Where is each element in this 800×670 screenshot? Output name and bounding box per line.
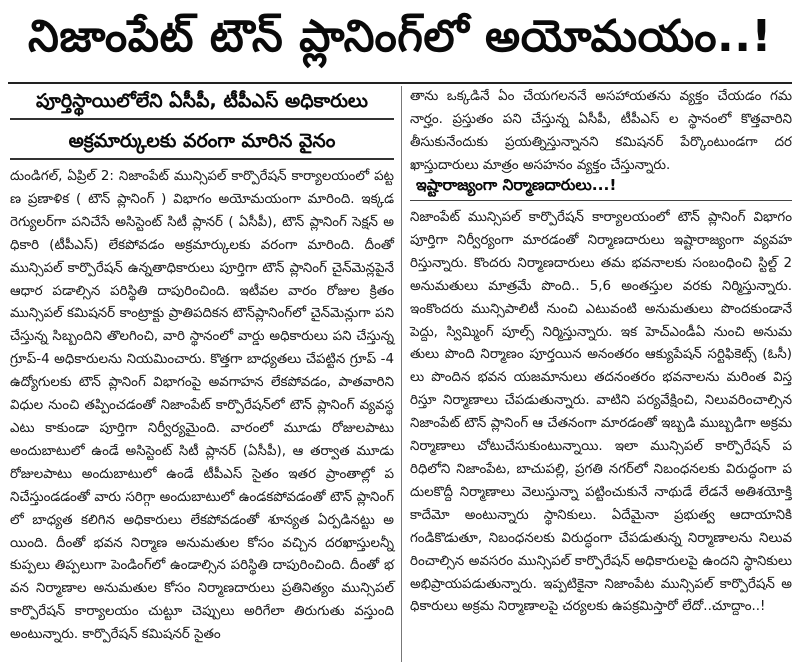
article-body-right-intro: తాను ఒక్కడినే ఏం చేయగలననే అసహాయతను వ్యక్తం చేయడం గమనార్హం. ప్రస్తుతం పని చేస్తున్న ఏసీపీ, టీపీఎస్ ల స్థానంలో కొత్తవారిని తీసుకునేందుకు ప్రయత్నిస్తున్నానని కమిషనర్ పేర్కొంటుండగా దరఖాస్తుదారులు మాత్రం అసహనం వ్యక్తం చేస్తున్నారు. — [410, 89, 792, 173]
section-heading: ఇష్టారాజ్యంగా నిర్మాణదారులు...! — [416, 176, 617, 194]
subhead-rule — [10, 118, 394, 120]
subhead-primary: పూర్తిస్థాయిలోలేని ఏసీపీ, టీపీఎస్ అధికారులు — [36, 90, 368, 112]
column-divider — [401, 86, 402, 662]
headline-rule — [8, 82, 792, 84]
article-body-right: నిజాంపేట్ మున్సిపల్ కార్పొరేషన్ కార్యాలయంలో టౌన్ ప్లానింగ్ విభాగం పూర్తిగా నిర్వీర్యంగా మారడంతో నిర్మాణదారులు ఇష్టారాజ్యంగా వ్యవహరిస్తున్నారు. కొందరు నిర్మాణదారులు తమ భవనాలకు సంబంధించి స్టిల్ట్ 2 అనుమతులు మాత్రమే పొంది.. 5,6 అంతస్తుల వరకు నిర్మిస్తున్నారు. ఇంకొందరు మున్సిపాలిటీ నుంచి ఎటువంటి అనుమతులు పొందకుండానే పెద్దు, స్విమ్మింగ్ పూల్స్ నిర్మిస్తున్నారు. ఇక హెచ్ఎండీఏ నుంచి అనుమతులు పొంది నిర్మాణం పూర్తయిన అనంతరం ఆక్యుపేషన్ సర్టిఫికెట్స్ (ఓసీ) లు పొందిన భవన యజమానులు తదనంతరం భవనాలను మరింత విస్తరిస్తూ నిర్మాణాలు చేపడుతున్నారు. వాటిని పర్యవేక్షించి, నిలువరించాల్సిన నిజాంపేట్ టౌన్ ప్లానింగ్ ఆ చేతనంగా మారడంతో ఇబ్బడి ముబ్బడిగా అక్రమ నిర్మాణాలు చోటుచేసుకుంటున్నాయి. ఇలా మున్సిపల్ కార్పొరేషన్ పరిధిలోని నిజాంపేట, బాచుపల్లి, ప్రగతి నగర్‌లో నిబంధనలకు విరుద్ధంగా పదులకొద్దీ నిర్మాణాలు వెలుస్తున్నా పట్టించుకునే నాథుడే లేడనే అతిశయోక్తి కాదేమో అంటున్నారు స్థానికులు. ఏదేమైనా ప్రభుత్వ ఆదాయానికి గండికొడుతూ, నిబంధనలకు విరుద్ధంగా చేపడుతున్న నిర్మాణాలను నిలువరించాల్సిన అవసరం మున్సిపల్ కార్పొరేషన్ అధికారులపై ఉందని స్థానికులు అభిప్రాయపడుతున్నారు. ఇప్పటికైనా నిజాంపేట మున్సిపల్ కార్పొరేషన్ అధికారులు అక్రమ నిర్మాణాలపై చర్యలకు ఉపక్రమిస్తారో లేదో..చూద్దాం..! — [410, 210, 792, 615]
article-body-left: దుండిగల్, ఏప్రిల్ 2: నిజాంపేట్ మున్సిపల్ కార్పొరేషన్ కార్యాలయంలో పట్టణ ప్రణాళిక ( టౌన్ ప్లానింగ్ ) విభాగం అయోమయంగా మారింది. ఇక్కడ రెగ్యులర్‌గా పనిచేసే అసిస్టెంట్ సిటీ ప్లానర్ ( ఏసీపీ), టౌన్ ప్లానింగ్ సెక్షన్ అధికారి (టీపీఎస్) లేకపోవడం అక్రమార్కులకు వరంగా మారింది. దీంతో మున్సిపల్ కార్పొరేషన్ ఉన్నతాధికారులు పూర్తిగా టౌన్ ప్లానింగ్ చైన్‌మెన్లపైనే ఆధార పడాల్సిన పరిస్థితి దాపురించింది. ఇటీవల వారం రోజుల క్రితం మున్సిపల్ కమిషనర్ కాంట్రాక్టు ప్రాతిపదికన టౌన్‌ప్లానింగ్‌లో చైన్‌మెన్లుగా పని చేస్తున్న సిబ్బందిని తొలగించి, వారి స్థానంలో వార్డు అధికారులు పని చేస్తున్న గ్రూప్-4 అధికారులను నియమించారు. కొత్తగా బాధ్యతలు చేపట్టిన గ్రూప్ -4 ఉద్యోగులకు టౌన్ ప్లానింగ్ విభాగంపై అవగాహన లేకపోవడం, పాతవారిని విధుల నుంచి తప్పించడంతో నిజాంపేట్ కార్పొరేషన్‌లో టౌన్ ప్లానింగ్ వ్యవస్థ ఎటు కాకుండా పూర్తిగా నిర్వీర్యమైంది. వారంలో మూడు రోజులపాటు అందుబాటులో ఉండే అసిస్టెంట్ సిటీ ప్లానర్ (ఏసీపీ), ఆ తర్వాత మూడు రోజులపాటు అందుబాటులో ఉండే టీపీఎస్ సైతం ఇతర ప్రాంతాల్లో పనిచేస్తుండడంతో వారు సరిగ్గా అందుబాటులో ఉండకపోవడంతో టౌన్ ప్లానింగ్ లో బాధ్యత కలిగిన అధికారులు లేకపోవడంతో శూన్యత ఏర్పడినట్టు అయింది. దీంతో భవన నిర్మాణ అనుమతుల కోసం వచ్చిన దరఖాస్తులన్నీ కుప్పలు తిప్పలుగా పెండింగ్‌లో ఉండాల్సిన పరిస్థితి దాపురించింది. దీంతో భవన నిర్మాణాల అనుమతుల కోసం నిర్మాణదారులు ప్రతినిత్యం మున్సిపల్ కార్పొరేషన్ కార్యాలయం చుట్టూ చెప్పులు అరిగేలా తిరుగుతు వస్తుంది అంటున్నారు. కార్పొరేషన్ కమిషనర్ సైతం — [10, 169, 394, 643]
headline: నిజాంపేట్ టౌన్ ప్లానింగ్‌లో అయోమయం..! — [27, 11, 773, 62]
subhead-secondary: అక్రమార్కులకు వరంగా మారిన వైనం — [68, 130, 336, 152]
left-column — [10, 86, 394, 664]
subhead-rule-secondary — [10, 158, 394, 160]
section-rule — [410, 200, 792, 201]
right-column — [410, 86, 792, 664]
